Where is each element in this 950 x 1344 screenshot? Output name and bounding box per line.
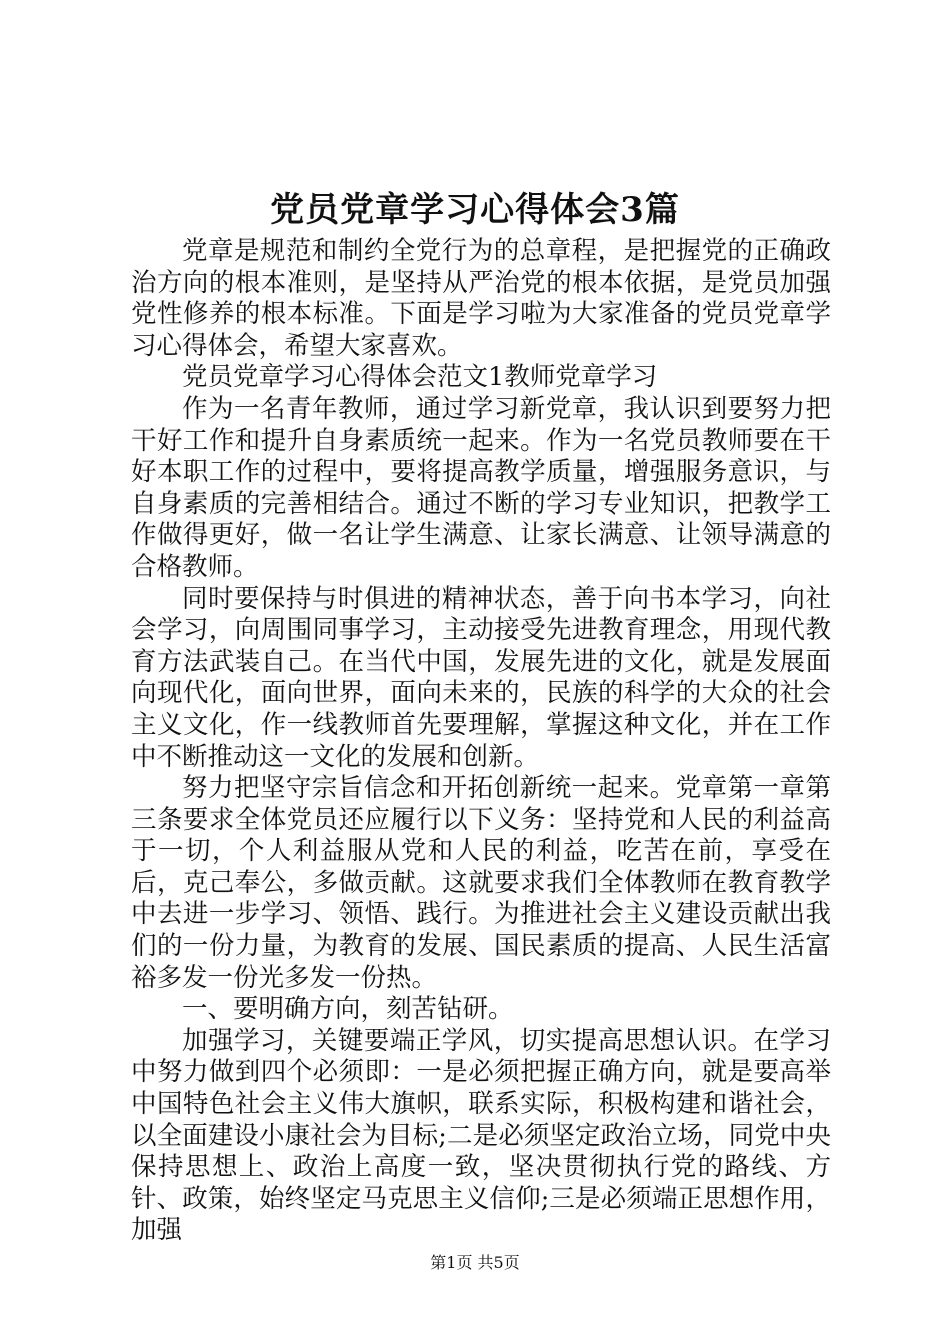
paragraph-subheading: 党员党章学习心得体会范文1教师党章学习 xyxy=(182,362,658,393)
paragraph: 努力把坚守宗旨信念和开拓创新统一起来。党章第一章第三条要求全体党员还应履行以下义务：坚持党和人民的利益高于一切，个人利益服从党和人民的利益，吃苦在前，享受在后，克己奉公，多做贡献。这就要求我们全体教师在教育教学中去进一步学习、领悟、践行。为推进社会主义建设贡献出我们的一份力量，为教育的发展、国民素质的提高、人民生活富裕多发一份光多发一份热。 xyxy=(131,773,831,993)
paragraph: 加强学习，关键要端正学风，切实提高思想认识。在学习中努力做到四个必须即：一是必须把握正确方向，就是要高举中国特色社会主义伟大旗帜，联系实际，积极构建和谐社会，以全面建设小康社会为目标;二是必须坚定政治立场，同党中央保持思想上、政治上高度一致，坚决贯彻执行党的路线、方针、政策，始终坚定马克思主义信仰;三是必须端正思想作用，加强 xyxy=(131,1025,831,1246)
document-body xyxy=(131,236,831,1247)
paragraph: 同时要保持与时俱进的精神状态，善于向书本学习，向社会学习，向周围同事学习，主动接受先进教育理念，用现代教育方法武装自己。在当代中国，发展先进的文化，就是发展面向现代化，面向世界，面向未来的，民族的科学的大众的社会主义文化，作一线教师首先要理解，掌握这种文化，并在工作中不断推动这一文化的发展和创新。 xyxy=(131,583,831,772)
paragraph: 作为一名青年教师，通过学习新党章，我认识到要努力把干好工作和提升自身素质统一起来。作为一名党员教师要在干好本职工作的过程中，要将提高教学质量，增强服务意识，与自身素质的完善相结合。通过不断的学习专业知识，把教学工作做得更好，做一名让学生满意、让家长满意、让领导满意的合格教师。 xyxy=(131,393,831,582)
paragraph-intro: 党章是规范和制约全党行为的总章程，是把握党的正确政治方向的根本准则，是坚持从严治党的根本依据，是党员加强党性修养的根本标准。下面是学习啦为大家准备的党员党章学习心得体会，希望大家喜欢。 xyxy=(131,236,831,361)
section-heading: 一、要明确方向，刻苦钻研。 xyxy=(182,994,514,1025)
page-footer: 第1页 共5页 xyxy=(430,1253,520,1272)
document-title: 党员党章学习心得体会3篇 xyxy=(270,190,680,230)
